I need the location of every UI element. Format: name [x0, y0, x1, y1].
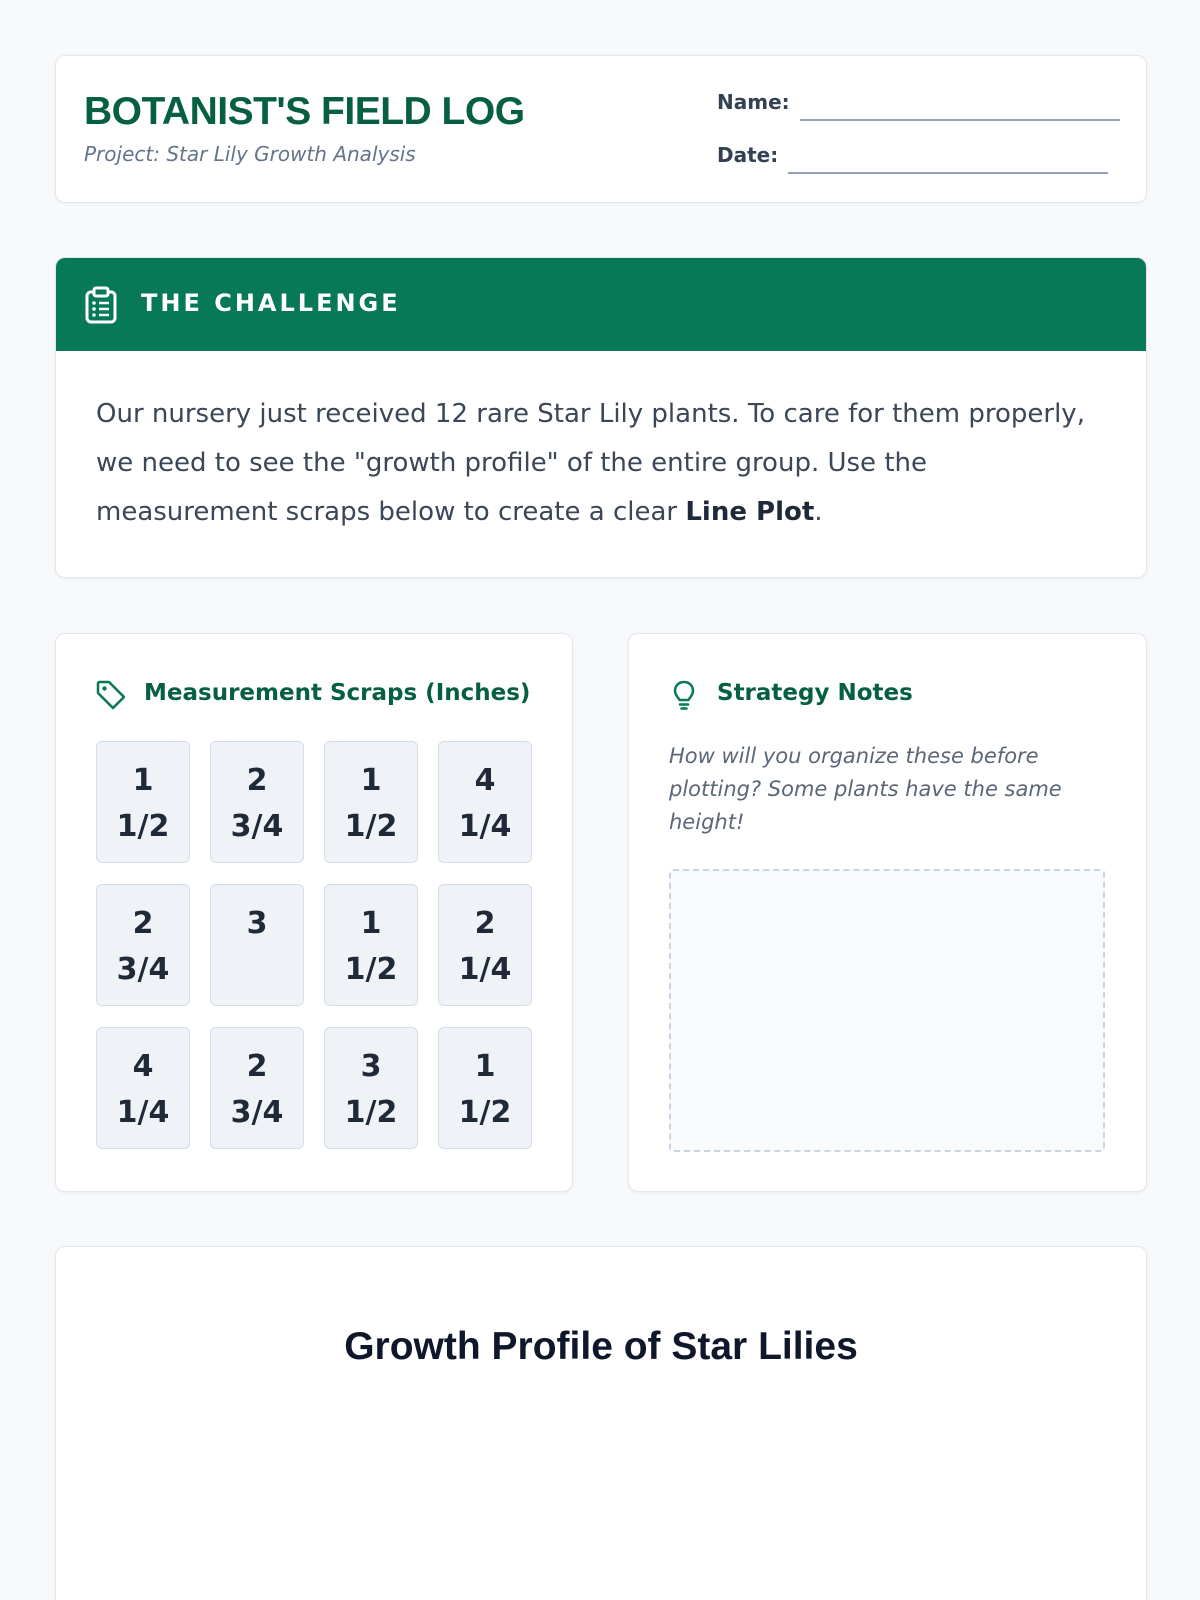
scrap-whole-number: 2: [246, 763, 268, 798]
scrap-whole-number: 1: [360, 906, 382, 941]
scrap-fraction: 1/4: [116, 1095, 170, 1130]
tag-icon: [94, 678, 128, 712]
scrap-fraction: 1/2: [458, 1095, 512, 1130]
line-plot-title: Growth Profile of Star Lilies: [344, 1325, 858, 1368]
notes-box[interactable]: [669, 869, 1105, 1152]
project-subtitle: Project: Star Lily Growth Analysis: [84, 142, 416, 166]
scrap-whole-number: 2: [474, 906, 496, 941]
challenge-card: [55, 257, 1147, 578]
challenge-text-end: .: [814, 497, 823, 527]
scrap-whole-number: 2: [246, 1049, 268, 1084]
challenge-text: [96, 390, 1116, 537]
scrap-fraction: 1/4: [458, 952, 512, 987]
challenge-text-main: Our nursery just received 12 rare Star Lily plants. To care for them properly, we need to see the "growth profile" of the entire group. Use the measurement scraps below to create a clear: [96, 399, 1085, 527]
scrap-fraction: 1/4: [458, 809, 512, 844]
measurement-scrap[interactable]: [210, 884, 304, 1006]
measurement-scrap[interactable]: [438, 884, 532, 1006]
scrap-fraction: 1/2: [344, 952, 398, 987]
strategy-prompt: How will you organize these before plotting? Some plants have the same height!: [669, 744, 1062, 834]
measurement-scrap[interactable]: [438, 1027, 532, 1149]
name-field[interactable]: [800, 119, 1120, 121]
measurement-scrap[interactable]: [210, 741, 304, 863]
lightbulb-icon: [667, 678, 701, 712]
challenge-text-bold: Line Plot: [685, 497, 815, 527]
scrap-whole-number: 1: [474, 1049, 496, 1084]
header-card: [55, 55, 1147, 203]
scrap-fraction: 3/4: [116, 952, 170, 987]
measurement-scrap[interactable]: [210, 1027, 304, 1149]
scrap-whole-number: 3: [246, 906, 268, 941]
measurement-scrap[interactable]: [324, 884, 418, 1006]
measurement-scrap[interactable]: [96, 884, 190, 1006]
scrap-whole-number: 1: [360, 763, 382, 798]
measurement-scraps-card: [55, 633, 573, 1192]
clipboard-icon: [84, 286, 118, 324]
name-label: Name:: [717, 90, 790, 114]
scrap-whole-number: 4: [474, 763, 496, 798]
strategy-title: Strategy Notes: [717, 680, 913, 706]
page-title: BOTANIST'S FIELD LOG: [84, 90, 525, 133]
date-label: Date:: [717, 143, 779, 167]
scrap-whole-number: 4: [132, 1049, 154, 1084]
measurement-scrap[interactable]: [324, 741, 418, 863]
measurement-scrap[interactable]: [438, 741, 532, 863]
scrap-whole-number: 3: [360, 1049, 382, 1084]
scrap-fraction: 3/4: [230, 1095, 284, 1130]
scraps-title: Measurement Scraps (Inches): [144, 680, 531, 706]
challenge-heading: THE CHALLENGE: [141, 289, 401, 317]
measurement-scrap[interactable]: [96, 1027, 190, 1149]
scrap-whole-number: 1: [132, 763, 154, 798]
scrap-fraction: 1/2: [344, 1095, 398, 1130]
measurement-scrap[interactable]: [324, 1027, 418, 1149]
scrap-fraction: 1/2: [116, 809, 170, 844]
scrap-fraction: 3/4: [230, 809, 284, 844]
measurement-scrap[interactable]: [96, 741, 190, 863]
scrap-fraction: 1/2: [344, 809, 398, 844]
date-field[interactable]: [788, 172, 1108, 174]
line-plot-card: [55, 1246, 1147, 1600]
scrap-whole-number: 2: [132, 906, 154, 941]
strategy-notes-card: [628, 633, 1147, 1192]
challenge-header-bar: [56, 258, 1146, 351]
